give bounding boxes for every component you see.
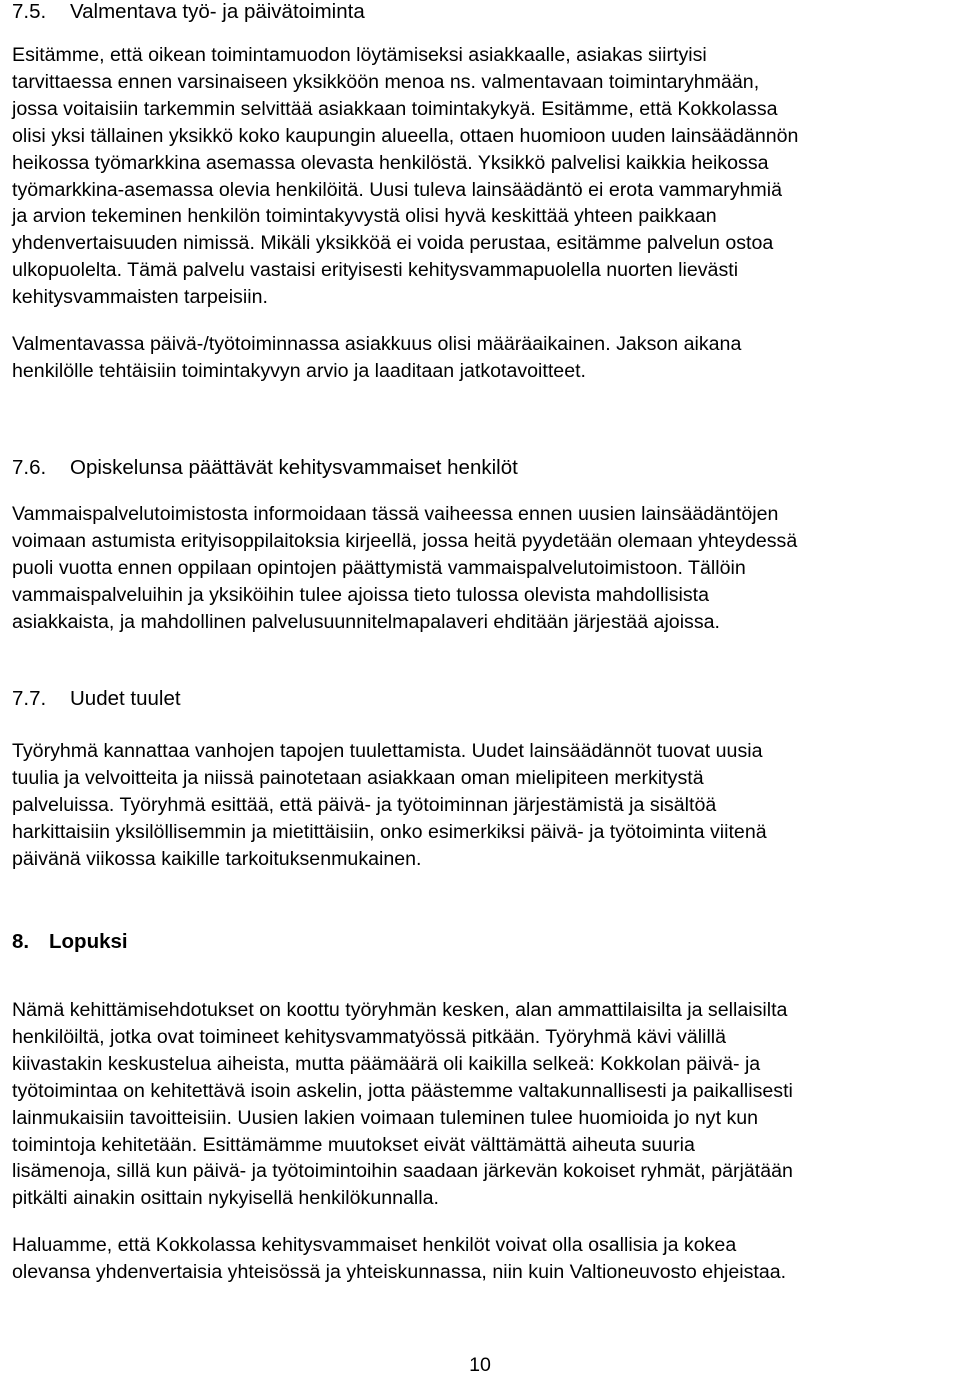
paragraph bbox=[12, 42, 957, 311]
text-line: lisämenoja, sillä kun päivä- ja työtoimintoihin saadaan järkevän kokoiset ryhmät, pärjätään bbox=[12, 1160, 793, 1183]
text-line: Vammaispalvelutoimistosta informoidaan tässä vaiheessa ennen uusien lainsäädäntöjen bbox=[12, 503, 779, 525]
paragraph bbox=[12, 738, 957, 873]
section-heading bbox=[12, 454, 957, 481]
text-line: vammaispalveluihin ja yksiköihin tulee ajoissa tieto tulossa olevista mahdollisista bbox=[12, 583, 710, 606]
section-number: 8. bbox=[12, 930, 30, 953]
text-line: yhdenvertaisuuden nimissä. Mikäli yksikköä ei voida perustaa, esitämme palvelun ostoa bbox=[12, 232, 774, 255]
section-7-6 bbox=[12, 454, 957, 636]
text-line: heikossa työmarkkina asemassa olevasta henkilöstä. Yksikkö palvelisi kaikkia heikossa bbox=[12, 151, 769, 174]
paragraph bbox=[12, 501, 957, 636]
text-line: henkilöiltä, jotka ovat toimineet kehitysvammatyössä pitkään. Työryhmä kävi välillä bbox=[12, 1025, 727, 1048]
section-heading bbox=[12, 685, 957, 712]
text-line: puoli vuotta ennen oppilaan opintojen päättymistä vammaispalvelutoimistoon. Tällöin bbox=[12, 556, 746, 579]
text-line: työmarkkina-asemassa olevia henkilöitä. Uusi tuleva lainsäädäntö ei erota vammaryhmiä bbox=[12, 178, 782, 201]
text-line: ulkopuolelta. Tämä palvelu vastaisi erityisesti kehitysvammapuolella nuorten lievästi bbox=[12, 259, 739, 282]
text-line: toimintoja kehitetään. Esittämämme muutokset eivät välttämättä aiheuta suuria bbox=[12, 1133, 695, 1156]
section-title: Opiskelunsa päättävät kehitysvammaiset henkilöt bbox=[70, 456, 518, 479]
text-line: henkilölle tehtäisiin toimintakyvyn arvio ja laaditaan jatkotavoitteet. bbox=[12, 359, 586, 382]
paragraph bbox=[12, 1232, 957, 1286]
text-line: jossa voitaisiin tarkemmin selvittää asiakkaan toimintakykyä. Esitämme, että Kokkolassa bbox=[12, 97, 778, 120]
text-line: voimaan astumista erityisoppilaitoksia kirjeellä, jossa heitä pyydetään olemaan yhteydessä bbox=[12, 529, 798, 552]
paragraph bbox=[12, 331, 957, 385]
text-line: Esitämme, että oikean toimintamuodon löytämiseksi asiakkaalle, asiakas siirtyisi bbox=[12, 44, 707, 66]
text-line: harkittaisiin yksilöllisemmin ja mietittäisiin, onko esimerkiksi päivä- ja työtoiminta viitenä bbox=[12, 820, 767, 843]
section-heading bbox=[12, 928, 957, 955]
text-line: Valmentavassa päivä-/työtoiminnassa asiakkuus olisi määräaikainen. Jakson aikana bbox=[12, 333, 742, 356]
text-line: olevansa yhdenvertaisia yhteisössä ja yhteiskunnassa, niin kuin Valtioneuvosto ehjeistaa. bbox=[12, 1261, 787, 1284]
text-line: ja arvion tekeminen henkilön toimintakyvystä olisi hyvä keskittää yhteen paikkaan bbox=[12, 205, 717, 228]
text-line: kehitysvammaisten tarpeisiin. bbox=[12, 286, 268, 309]
text-line: Työryhmä kannattaa vanhojen tapojen tuulettamista. Uudet lainsäädännöt tuovat uusia bbox=[12, 740, 763, 762]
section-title: Lopuksi bbox=[49, 930, 128, 953]
text-line: tuulia ja velvoitteita ja niissä painotetaan asiakkaan oman mielipiteen merkitystä bbox=[12, 766, 704, 789]
text-line: tarvittaessa ennen varsinaiseen yksikköön menoa ns. valmentavaan toimintaryhmään, bbox=[12, 70, 760, 93]
text-line: lainmukaisiin tavoitteisiin. Uusien lakien voimaan tuleminen tulee huomioida jo nyt kun bbox=[12, 1106, 759, 1129]
section-title: Uudet tuulet bbox=[70, 687, 181, 710]
text-line: Haluamme, että Kokkolassa kehitysvammaiset henkilöt voivat olla osallisia ja kokea bbox=[12, 1234, 737, 1257]
section-7-7 bbox=[12, 685, 957, 873]
section-title: Valmentava työ- ja päivätoiminta bbox=[70, 0, 365, 23]
section-7-5 bbox=[12, 0, 957, 385]
text-line: palveluissa. Työryhmä esittää, että päivä- ja työtoiminnan järjestämistä ja sisältöä bbox=[12, 793, 717, 816]
text-line: kiivastakin keskustelua aiheista, mutta päämäärä oli kaikilla selkeä: Kokkolan päivä- ja bbox=[12, 1052, 761, 1075]
page-number: 10 bbox=[469, 1354, 491, 1376]
section-8 bbox=[12, 928, 957, 1286]
section-number: 7.7. bbox=[12, 687, 47, 710]
text-line: Nämä kehittämisehdotukset on koottu työryhmän kesken, alan ammattilaisilta ja sellaisilta bbox=[12, 999, 788, 1021]
section-number: 7.5. bbox=[12, 0, 47, 23]
text-line: olisi yksi tällainen yksikkö koko kaupungin alueella, ottaen huomioon uuden lainsäädännön bbox=[12, 124, 799, 147]
text-line: asiakkaista, ja mahdollinen palvelusuunnitelmapalaveri ehditään järjestää ajoissa. bbox=[12, 610, 720, 633]
section-number: 7.6. bbox=[12, 456, 47, 479]
paragraph bbox=[12, 997, 957, 1212]
section-heading bbox=[12, 0, 957, 25]
text-line: pitkälti ainakin osittain nykyisellä henkilökunnalla. bbox=[12, 1187, 439, 1210]
text-line: päivänä viikossa kaikille tarkoituksenmukainen. bbox=[12, 847, 422, 870]
text-line: työtoimintaa on kehitettävä isoin askelin, jotta päästemme valtakunnallisesti ja paikallisesti bbox=[12, 1079, 793, 1102]
